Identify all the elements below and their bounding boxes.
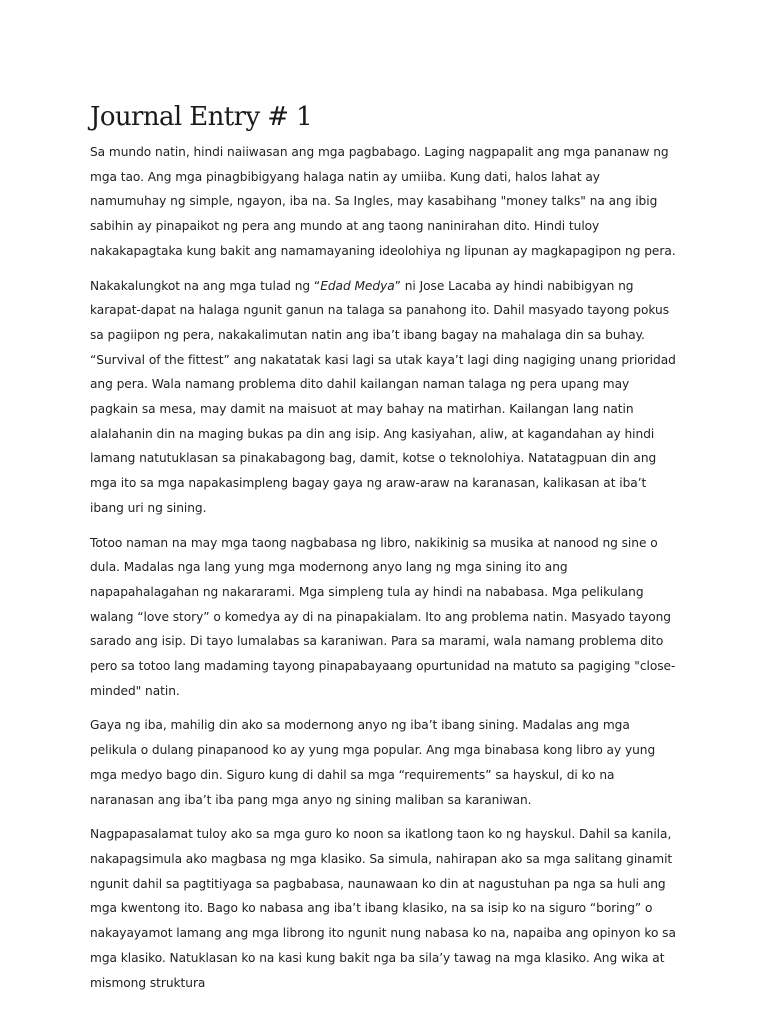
paragraph-2 xyxy=(90,274,680,521)
book-title-italic: Edad Medya xyxy=(320,278,395,293)
paragraph-3: Totoo naman na may mga taong nagbabasa ng libro, nakikinig sa musika at nanood ng sine o dula. Madalas nga lang yung mga modernong anyo lang ng mga sining ito ang napapahalagahan ng nakararami. Mga simpleng tula ay hindi na nababasa. Mga pelikulang walang “love story” o komedya ay di na pinapakialam. Ito ang problema natin. Masyado tayong sarado ang isip. Di tayo lumalabas sa karaniwan. Para sa marami, wala namang problema dito pero sa totoo lang madaming tayong pinapabayaang opurtunidad na matuto sa pagiging "close-minded" natin. xyxy=(90,535,676,698)
paragraph-5: Nagpapasalamat tuloy ako sa mga guro ko noon sa ikatlong taon ko ng hayskul. Dahil sa kanila, nakapagsimula ako magbasa ng mga klasiko. Sa simula, nahirapan ako sa mga salitang ginamit ngunit dahil sa pagtitiyaga sa pagbabasa, naunawaan ko din at nagustuhan pa nga sa huli ang mga kwentong ito. Bago ko nabasa ang iba’t ibang klasiko, na sa isip ko na siguro “boring” o nakayayamot lamang ang mga librong ito ngunit nung nabasa ko na, napaiba ang opinyon ko sa mga klasiko. Natuklasan ko na kasi kung bakit nga ba sila’y tawag na mga klasiko. Ang wika at mismong struktura xyxy=(90,827,676,990)
paragraph-2-after: ” ni Jose Lacaba ay hindi nabibigyan ng karapat-dapat na halaga ngunit ganun na talaga sa panahong ito. Dahil masyado tayong pokus sa pagiipon ng pera, nakakalimutan natin ang iba’t ibang bagay na mahalaga din sa buhay. “Survival of the fittest” ang nakatatak kasi lagi sa utak kaya’t lagi ding nagiging unang prioridad ang pera. Wala namang problema dito dahil kailangan naman talaga ng pera upang may pagkain sa mesa, may damit na maisuot at may bahay na matirhan. Kailangan lang natin alalahanin din na maging bukas pa din ang isip. Ang kasiyahan, aliw, at kagandahan ay hindi lamang natutuklasan sa pinakabagong bag, damit, kotse o teknolohiya. Natatagpuan din ang mga ito sa mga napakasimpleng bagay gaya ng araw-araw na karanasan, kalikasan at iba’t ibang uri ng sining. xyxy=(90,278,676,515)
page-title: Journal Entry # 1 xyxy=(90,102,313,132)
document-page xyxy=(90,100,680,1005)
paragraph-4: Gaya ng iba, mahilig din ako sa modernong anyo ng iba’t ibang sining. Madalas ang mga pelikula o dulang pinapanood ko ay yung mga popular. Ang mga binabasa kong libro ay yung mga medyo bago din. Siguro kung di dahil sa mga “requirements” sa hayskul, di ko na naranasan ang iba’t iba pang mga anyo ng sining maliban sa karaniwan. xyxy=(90,718,656,807)
paragraph-1: Sa mundo natin, hindi naiiwasan ang mga pagbabago. Laging nagpapalit ang mga pananaw ng mga tao. Ang mga pinagbibigyang halaga natin ay umiiba. Kung dati, halos lahat ay namumuhay ng simple, ngayon, iba na. Sa Ingles, may kasabihang "money talks" na ang ibig sabihin ay pinapaikot ng pera ang mundo at ang taong naninirahan dito. Hindi tuloy nakakapagtaka kung bakit ang namamayaning ideolohiya ng lipunan ay magkapagipon ng pera. xyxy=(90,145,676,258)
paragraph-2-before: Nakakalungkot na ang mga tulad ng “ xyxy=(90,278,321,293)
